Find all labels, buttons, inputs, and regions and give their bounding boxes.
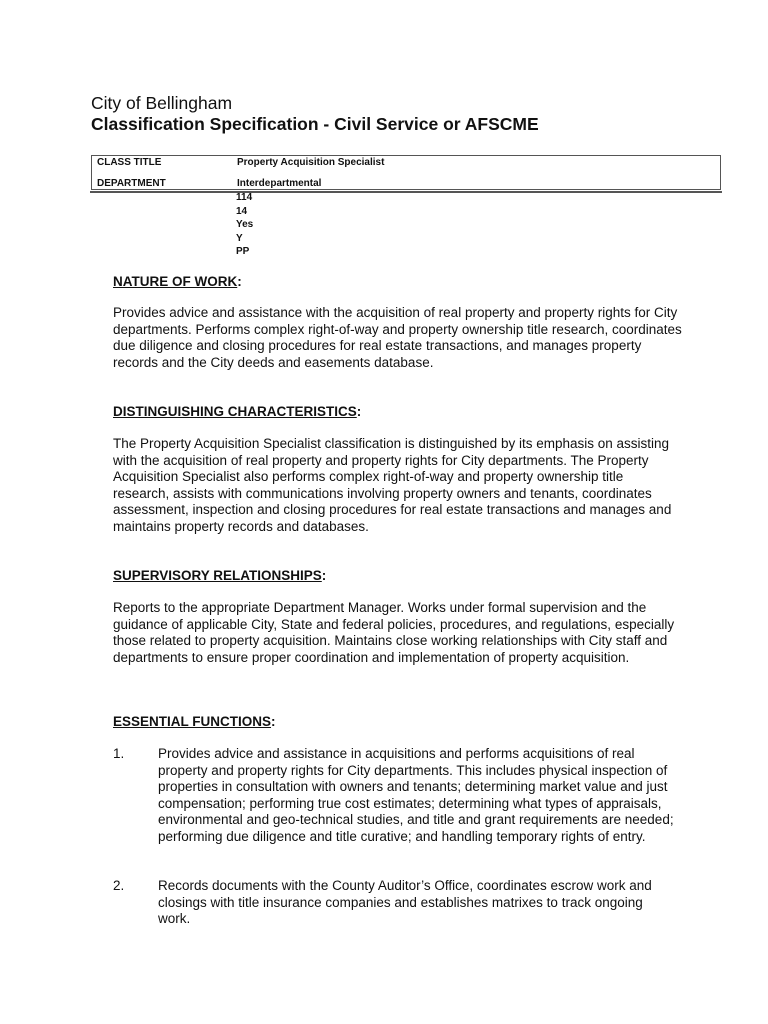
list-item-number: 1. xyxy=(113,746,125,761)
supervisory-relationships-heading xyxy=(113,568,326,583)
organization-name: City of Bellingham xyxy=(91,93,233,113)
heading-colon: : xyxy=(356,404,362,419)
code-row-cs xyxy=(0,219,400,232)
essential-functions-heading xyxy=(113,714,276,729)
heading-colon: : xyxy=(271,714,276,729)
heading-text: NATURE OF WORK xyxy=(113,274,238,289)
distinguishing-characteristics-text: The Property Acquisition Specialist classification is distinguished by its emphasis on assisting with the acquisition of real property and property rights for City departments. The Property Acquisition Specialist also performs complex right-of-way and property ownership title research, assists with communications involving property owners and tenants, coordinates assessment, inspection and closing procedures for real estate transactions and manages and maintains property records and databases. xyxy=(113,436,672,534)
code-value: Yes xyxy=(236,219,254,230)
heading-colon: : xyxy=(237,274,242,289)
heading-text: SUPERVISORY RELATIONSHIPS xyxy=(113,568,322,583)
code-row-flsa xyxy=(0,233,400,246)
list-item: Provides advice and assistance in acquisitions and performs acquisitions of real property and property rights for City departments. This includes physical inspection of properties in consultation with owners and tenants; determining market value and just compensation; performing true cost estimates; determining what types of appraisals, environmental and geo-technical studies, and title and grant requirements are needed; performing due diligence and title curative; and handling temporary rights of entry. xyxy=(158,746,674,844)
code-value: PP xyxy=(236,246,250,257)
class-title-label: CLASS TITLE xyxy=(97,157,162,168)
department-label: DEPARTMENT xyxy=(97,178,166,189)
supervisory-relationships-text: Reports to the appropriate Department Manager. Works under formal supervision and the guidance of applicable City, State and federal policies, procedures, and regulations, especially those related to property acquisition. Maintains close working relationships with City staff and departments to ensure proper coordination and implementation of property acquisition. xyxy=(113,600,675,665)
code-value: Y xyxy=(236,233,243,244)
class-title-value: Property Acquisition Specialist xyxy=(237,157,385,168)
heading-colon: : xyxy=(321,568,327,583)
class-info-box xyxy=(91,155,721,190)
code-row-ee04code xyxy=(0,246,400,259)
list-item: Records documents with the County Auditor’s Office, coordinates escrow work and closings with title insurance companies and establishes matrixes to track ongoing work. xyxy=(158,878,652,927)
distinguishing-characteristics-heading xyxy=(113,404,361,419)
department-value: Interdepartmental xyxy=(237,178,322,189)
heading-text: DISTINGUISHING CHARACTERISTICS xyxy=(113,404,357,419)
list-item-number: 2. xyxy=(113,878,125,893)
heading-text: ESSENTIAL FUNCTIONS xyxy=(113,714,272,729)
code-value: 14 xyxy=(236,206,248,217)
code-value: 114 xyxy=(236,192,253,203)
nature-of-work-text: Provides advice and assistance with the acquisition of real property and property rights for City departments. Performs complex right-of-way and property ownership title research, coordinates due diligence and closing procedures for real estate transactions, and manages property records and the City deeds and easements database. xyxy=(113,305,682,370)
code-row-union xyxy=(0,192,400,205)
document-title: Classification Specification - Civil Service or AFSCME xyxy=(91,114,539,134)
code-row-sg xyxy=(0,206,400,219)
nature-of-work-heading xyxy=(113,274,242,289)
